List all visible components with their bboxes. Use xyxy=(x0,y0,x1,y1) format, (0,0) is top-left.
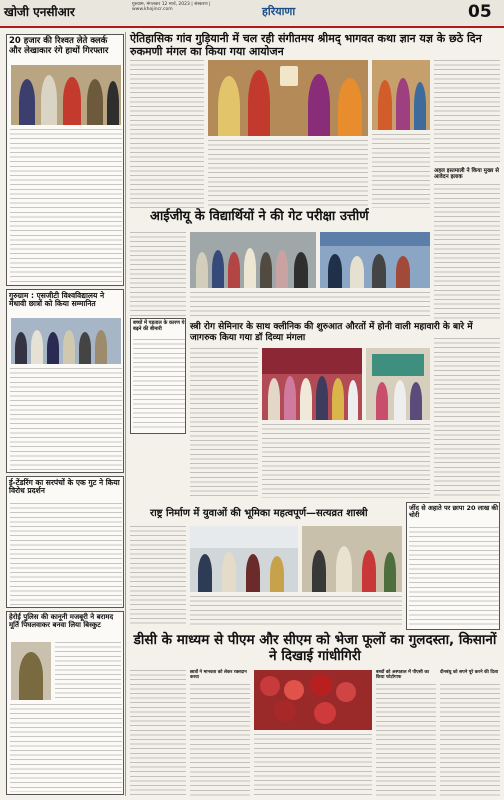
igu-subbox xyxy=(130,318,186,434)
story-e-tendering xyxy=(6,476,124,608)
nation-text xyxy=(130,526,186,626)
newspaper-title: खोजी एनसीआर xyxy=(4,5,75,19)
photo-seminar xyxy=(262,348,362,420)
igu-headline: आईजीयू के विद्यार्थियों ने की गेट परीक्षा उत्तीर्ण xyxy=(150,209,369,224)
side-headline: अहल इस्तमाली ने किया मुख्य से आवेदन इलाक xyxy=(434,168,499,181)
photo-bhagwat-katha xyxy=(208,60,368,136)
side-headline-jind: जींद से अहाते पर छापा 20 लाख की चोरी xyxy=(409,504,499,520)
story-text xyxy=(10,503,122,605)
side-box-jind xyxy=(406,502,500,630)
flowers-text xyxy=(254,734,372,796)
seminar-headline: स्त्री रोग सेमिनार के साथ क्लीनिक की शुरुआत औरतों में होनी वाली महावारी के बारे में जागरुक किया गया डॉ दिव्या मंगला xyxy=(190,322,473,343)
lead-headline: ऐतिहासिक गांव गुड़ियानी में चल रही संगीतमय श्रीमद् भागवत कथा ज्ञान यज्ञ के छठे दिन रुकमणी मंगल का किया गया आयोजन xyxy=(130,32,482,58)
story-police-idol xyxy=(6,611,124,795)
lead-text xyxy=(208,140,368,208)
nation-headline: राष्ट्र निर्माण में युवाओं की भूमिका महत्वपूर्ण—सत्यव्रत शास्त्री xyxy=(150,508,368,519)
headline-e-tendering: ई-टेंडरिंग का सरपंचों के एक गुट ने किया विरोध प्रदर्शन xyxy=(9,478,120,496)
story-text xyxy=(10,368,122,470)
side-text xyxy=(434,184,500,322)
lead-text xyxy=(372,134,430,208)
side-headline-hospital: बच्चों को अस्पताल में पीएसी का किया फोटोगाफ xyxy=(376,670,429,681)
story-text xyxy=(10,129,122,283)
photo-nation-speaker xyxy=(302,526,402,592)
side-text xyxy=(409,527,499,627)
page-number: 05 xyxy=(468,2,492,22)
seminar-text xyxy=(190,348,258,498)
photo-crowd xyxy=(372,60,430,130)
flowers-side-headline: छात्रों ने मानवता को लेकर रक्तदान करवा xyxy=(190,670,247,681)
masthead-meta: गुरुग्राम, मंगलवार 12 मार्च, 2023 | संस्करण | www.khojincr.com xyxy=(132,2,211,12)
photo-nation-stage xyxy=(190,526,298,592)
story-text xyxy=(10,704,122,792)
nation-text xyxy=(190,596,402,626)
photo-arrest xyxy=(11,65,121,125)
masthead-bar xyxy=(0,0,504,28)
side-text xyxy=(440,684,500,796)
side-text xyxy=(434,60,500,164)
side-headline-deenbandhu: दीनबंधु को सपने पूरे करने की दिशा xyxy=(440,670,499,675)
seminar-text xyxy=(434,338,500,498)
headline-police: हेरोई पुलिस की कानूनी मजबूरी ने बरामद मूर्ति पिघलवाकर बनवा लिया बिस्कुट xyxy=(9,613,114,629)
igu-subheadline: बच्चों में पड़ताल के कारण ये बढ़ने की बीमारी xyxy=(133,320,185,332)
igu-text xyxy=(190,292,430,316)
photo-police-officer xyxy=(11,642,51,700)
lead-text xyxy=(130,60,204,208)
photo-igu-students xyxy=(190,232,316,288)
photo-students xyxy=(11,318,121,364)
story-text xyxy=(55,642,121,700)
story-sgt-university xyxy=(6,289,124,473)
photo-classroom xyxy=(320,232,430,288)
igu-text xyxy=(130,232,186,316)
photo-clinic xyxy=(366,348,430,420)
seminar-text xyxy=(262,424,430,498)
flowers-headline: डीसी के माध्यम से पीएम और सीएम को भेजा फूलों का गुलदस्ता, किसानों ने दिखाई गांधीगिरी xyxy=(133,632,497,664)
igu-subtext xyxy=(133,339,185,431)
flowers-text xyxy=(130,670,186,796)
photo-flower-bouquet xyxy=(254,670,372,730)
headline-sgt: गुरुग्राम : एसजीटी विश्वविद्यालय ने मेधावी छात्रों को किया सम्मानित xyxy=(9,291,105,309)
side-text xyxy=(376,684,436,796)
story-bribery xyxy=(6,34,124,286)
section-title: हरियाणा xyxy=(262,5,296,18)
headline-bribery: 20 हजार की रिश्वत लेते क्लर्क और लेखाकार रंगे हाथों गिरफ्तार xyxy=(9,36,109,56)
flowers-text xyxy=(190,684,250,796)
